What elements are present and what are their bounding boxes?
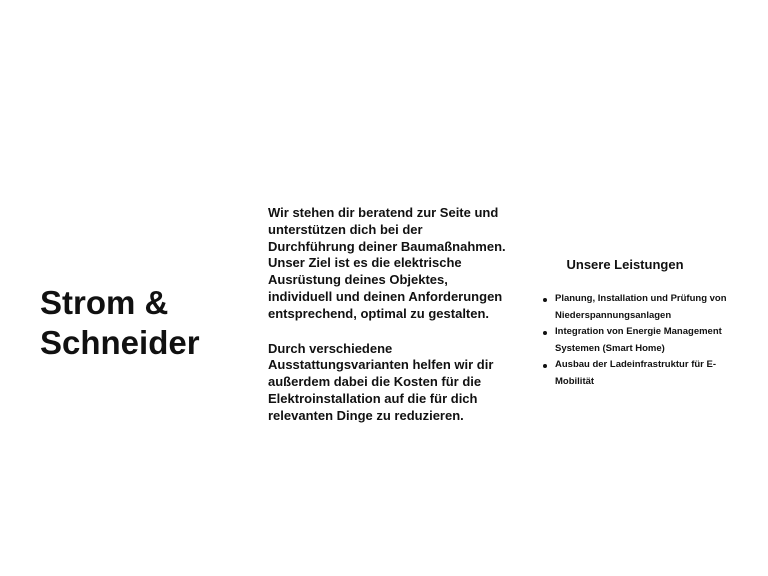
- services-section: [540, 257, 750, 390]
- brand-title: [40, 283, 240, 363]
- services-list-item: Integration von Energie Management Systemen (Smart Home): [540, 324, 750, 357]
- services-list: [540, 291, 750, 390]
- intro-paragraph-1: Wir stehen dir beratend zur Seite und unterstützen dich bei der Durchführung deiner Baumaßnahmen. Unser Ziel ist es die elektrische Ausrüstung deines Objektes, individuell und deinen Anforderungen entsprechend, optimal zu gestalten.: [268, 205, 506, 321]
- intro-paragraph-2: Durch verschiedene Ausstattungsvarianten helfen wir dir außerdem dabei die Kosten für die Elektroinstallation auf die für dich relevanten Dinge zu reduzieren.: [268, 340, 494, 423]
- services-list-item: Planung, Installation und Prüfung von Niederspannungsanlagen: [540, 291, 750, 324]
- services-title: Unsere Leistungen: [566, 257, 684, 272]
- intro-section: [268, 205, 508, 425]
- brand-title-line-2: Schneider: [40, 324, 200, 361]
- brand-title-line-1: Strom &: [40, 284, 169, 321]
- services-list-item: Ausbau der Ladeinfrastruktur für E-Mobilität: [540, 357, 750, 390]
